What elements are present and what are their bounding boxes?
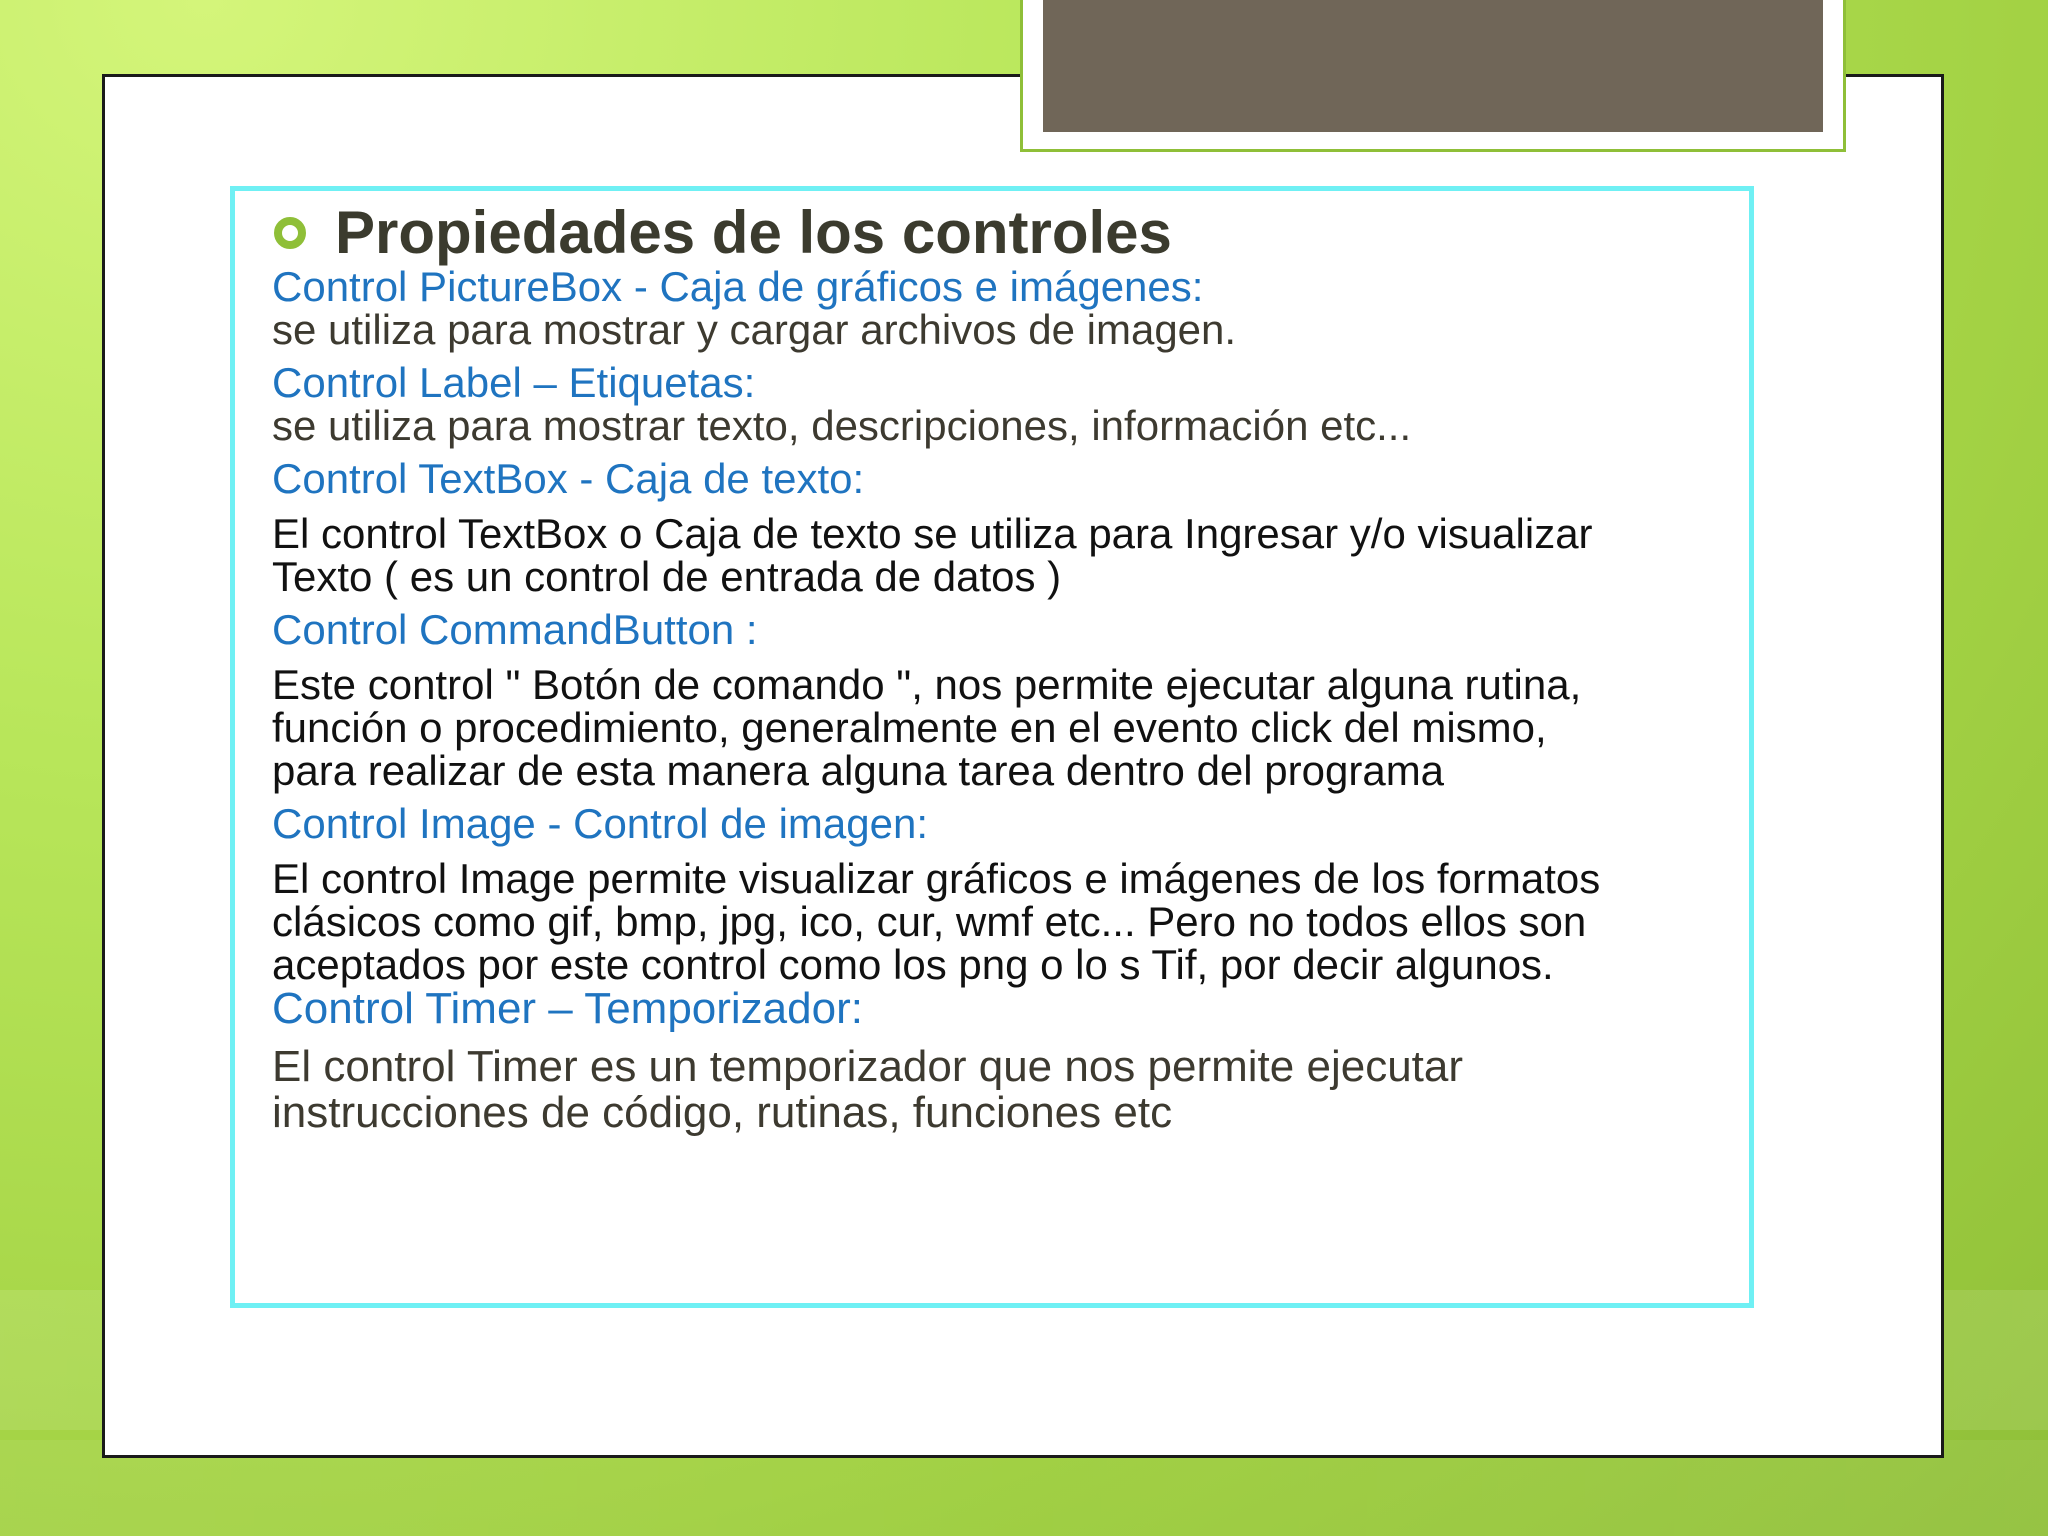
section-desc-label: se utiliza para mostrar texto, descripciones, información etc...: [272, 402, 1412, 449]
section-title-label: Control Label – Etiquetas:: [272, 359, 756, 406]
title-placeholder: [1043, 0, 1823, 132]
section-title-textbox: Control TextBox - Caja de texto:: [272, 455, 865, 502]
title-placeholder-tab: [1020, 0, 1846, 152]
content-body: [272, 265, 1742, 1136]
section-desc-timer: El control Timer es un temporizador que nos permite ejecutar instrucciones de código, rutinas, funciones etc: [272, 1042, 1464, 1137]
section-title-timer: Control Timer – Temporizador:: [272, 984, 863, 1033]
section-desc-commandbutton: Este control " Botón de comando ", nos permite ejecutar alguna rutina, función o procedimiento, generalmente en el evento click del mismo, para realizar de esta manera alguna tarea dentro del programa: [272, 661, 1582, 794]
section-title-commandbutton: Control CommandButton :: [272, 606, 758, 653]
heading-row: [273, 197, 1172, 269]
section-title-image: Control Image - Control de imagen:: [272, 800, 928, 847]
slide-heading: Propiedades de los controles: [335, 199, 1172, 266]
hollow-circle-bullet-icon: [273, 216, 307, 250]
content-frame: [230, 186, 1754, 1308]
section-desc-textbox: El control TextBox o Caja de texto se utiliza para Ingresar y/o visualizar Texto ( es un control de entrada de datos ): [272, 510, 1593, 600]
section-title-picturebox: Control PictureBox - Caja de gráficos e imágenes:: [272, 263, 1204, 310]
section-desc-picturebox: se utiliza para mostrar y cargar archivos de imagen.: [272, 306, 1237, 353]
section-desc-image: El control Image permite visualizar gráficos e imágenes de los formatos clásicos como gif, bmp, jpg, ico, cur, wmf etc... Pero no todos ellos son aceptados por este control como los png o lo s Tif, por decir algunos.: [272, 855, 1601, 988]
